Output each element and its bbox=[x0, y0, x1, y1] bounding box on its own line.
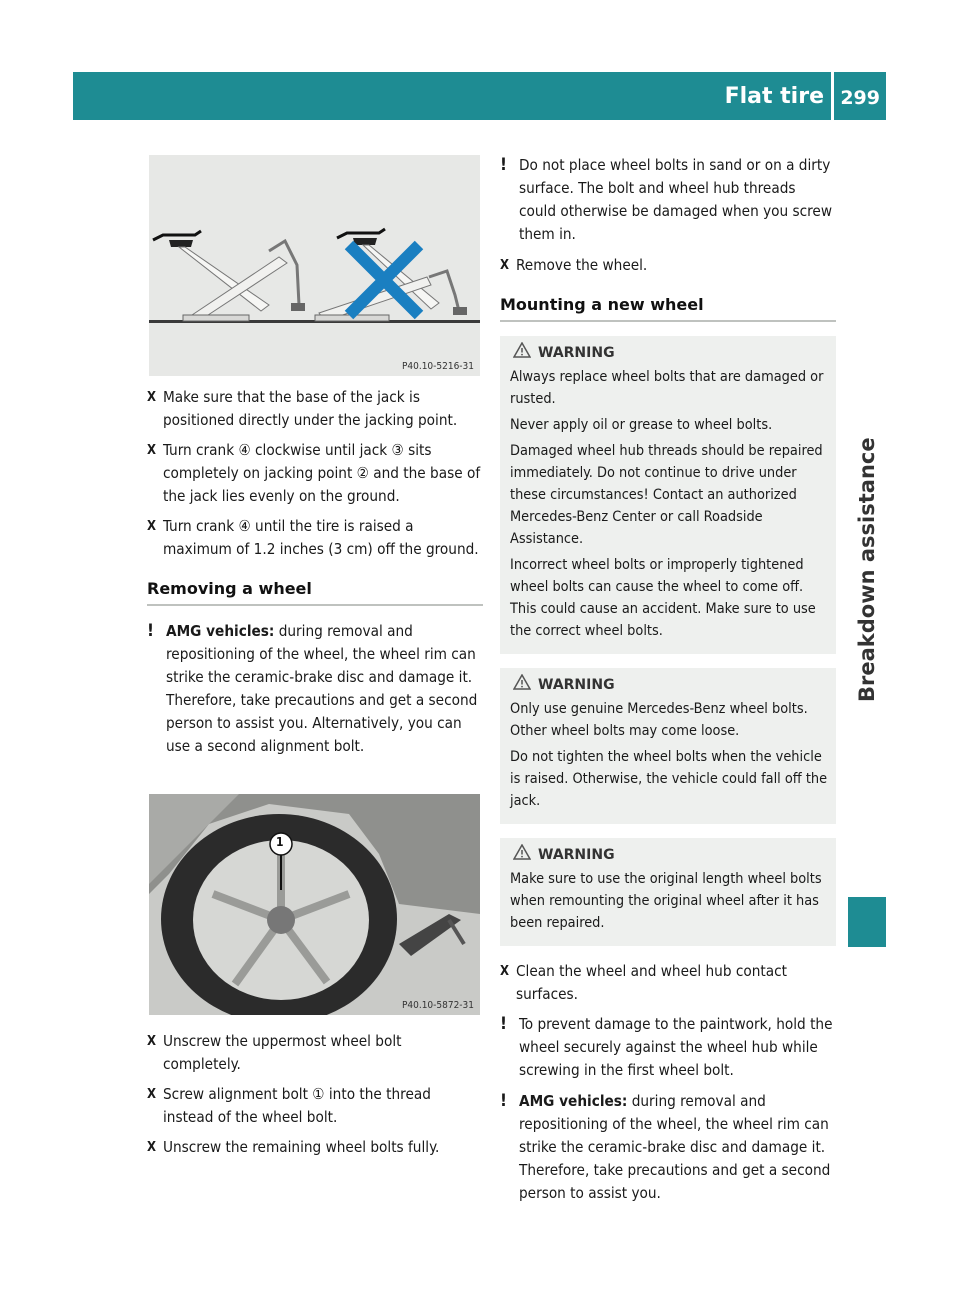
note-text: during removal and repositioning of the wheel, the wheel rim can strike the ceramic-brake disc and damage it. Therefore, take precautions and get a second person to assist you. Alternatively, you can use a second alignment bolt. bbox=[166, 622, 478, 755]
page-title: Flat tire bbox=[724, 84, 824, 109]
step-marker-icon: X bbox=[147, 519, 157, 534]
warning-text: Always replace wheel bolts that are damaged or rusted. bbox=[510, 369, 824, 407]
warning-heading bbox=[510, 342, 830, 364]
step-item bbox=[147, 386, 483, 432]
page-header bbox=[73, 72, 886, 120]
warning-text: Never apply oil or grease to wheel bolts. bbox=[510, 417, 773, 433]
warning-text: Do not tighten the wheel bolts when the vehicle is raised. Otherwise, the vehicle could fall off the jack. bbox=[510, 749, 828, 809]
left-column bbox=[147, 386, 483, 1166]
step-text: Make sure that the base of the jack is positioned directly under the jacking point. bbox=[163, 388, 458, 429]
warning-label: WARNING bbox=[538, 847, 615, 863]
note-item bbox=[500, 1013, 836, 1082]
step-item bbox=[147, 1030, 483, 1076]
warning-heading bbox=[510, 674, 830, 696]
step-text: Remove the wheel. bbox=[516, 256, 648, 274]
warning-triangle-icon bbox=[513, 844, 531, 860]
step-marker-icon: X bbox=[147, 1087, 157, 1102]
warning-text: Only use genuine Mercedes-Benz wheel bolts. Other wheel bolts may come loose. bbox=[510, 701, 808, 739]
figure-code: P40.10-5872-31 bbox=[401, 1000, 474, 1011]
step-item bbox=[147, 1083, 483, 1129]
step-text: Unscrew the uppermost wheel bolt completely. bbox=[163, 1032, 402, 1073]
warning-box bbox=[500, 336, 836, 654]
step-item bbox=[500, 254, 836, 277]
exclamation-icon: ! bbox=[500, 155, 507, 175]
note-text: during removal and repositioning of the wheel, the wheel rim can strike the ceramic-brake disc and damage it. Therefore, take precautions and get a second person to assist you. bbox=[519, 1092, 831, 1202]
side-tab-label: Breakdown assistance bbox=[855, 437, 879, 703]
note-item bbox=[500, 154, 836, 246]
exclamation-icon: ! bbox=[500, 1014, 507, 1034]
note-bold: AMG vehicles: bbox=[166, 622, 275, 640]
note-item bbox=[147, 620, 483, 758]
step-text: Turn crank ④ clockwise until jack ③ sits completely on jacking point ② and the base of the jack lies evenly on the ground. bbox=[163, 441, 481, 505]
jack-drawing bbox=[149, 155, 480, 376]
warning-triangle-icon bbox=[513, 342, 531, 358]
figure-spacer bbox=[147, 766, 483, 1030]
side-tab bbox=[848, 380, 886, 760]
warning-box bbox=[500, 668, 836, 824]
note-text: Do not place wheel bolts in sand or on a dirty surface. The bolt and wheel hub threads could otherwise be damaged when you screw them in. bbox=[519, 156, 833, 243]
step-marker-icon: X bbox=[500, 258, 510, 273]
jack-illustration bbox=[149, 155, 480, 376]
warning-triangle-icon bbox=[513, 674, 531, 690]
figure-code: P40.10-5216-31 bbox=[401, 361, 474, 372]
page-number: 299 bbox=[840, 87, 880, 109]
warning-label: WARNING bbox=[538, 677, 615, 693]
section-title: Mounting a new wheel bbox=[500, 293, 836, 322]
step-text: Unscrew the remaining wheel bolts fully. bbox=[163, 1138, 440, 1156]
warning-text: Incorrect wheel bolts or improperly tightened wheel bolts can cause the wheel to come off. This could cause an accident. Make sure to use the correct wheel bolts. bbox=[510, 557, 816, 639]
note-text: To prevent damage to the paintwork, hold the wheel securely against the wheel hub while screwing in the first wheel bolt. bbox=[519, 1015, 833, 1079]
step-item bbox=[500, 960, 836, 1006]
step-marker-icon: X bbox=[147, 1140, 157, 1155]
exclamation-icon: ! bbox=[147, 621, 154, 641]
step-item bbox=[147, 439, 483, 508]
step-marker-icon: X bbox=[147, 1034, 157, 1049]
step-marker-icon: X bbox=[147, 443, 157, 458]
callout-1: 1 bbox=[276, 835, 284, 849]
step-text: Clean the wheel and wheel hub contact surfaces. bbox=[516, 962, 787, 1003]
step-item bbox=[147, 1136, 483, 1159]
step-marker-icon: X bbox=[147, 390, 157, 405]
side-tab-marker bbox=[848, 897, 886, 947]
exclamation-icon: ! bbox=[500, 1091, 507, 1111]
step-item bbox=[147, 515, 483, 561]
section-title: Removing a wheel bbox=[147, 577, 483, 606]
step-text: Turn crank ④ until the tire is raised a maximum of 1.2 inches (3 cm) off the ground. bbox=[163, 517, 479, 558]
warning-heading bbox=[510, 844, 830, 866]
warning-text: Damaged wheel hub threads should be repaired immediately. Do not continue to drive under these circumstances! Contact an authorized Mercedes-Benz Center or call Roadside Assistance. bbox=[510, 443, 823, 547]
note-bold: AMG vehicles: bbox=[519, 1092, 628, 1110]
warning-box bbox=[500, 838, 836, 946]
right-column bbox=[500, 154, 836, 1213]
warning-text: Make sure to use the original length wheel bolts when remounting the original wheel after it has been repaired. bbox=[510, 871, 822, 931]
step-text: Screw alignment bolt ① into the thread instead of the wheel bolt. bbox=[163, 1085, 431, 1126]
warning-label: WARNING bbox=[538, 345, 615, 361]
note-item bbox=[500, 1090, 836, 1205]
header-separator bbox=[831, 72, 834, 120]
step-marker-icon: X bbox=[500, 964, 510, 979]
